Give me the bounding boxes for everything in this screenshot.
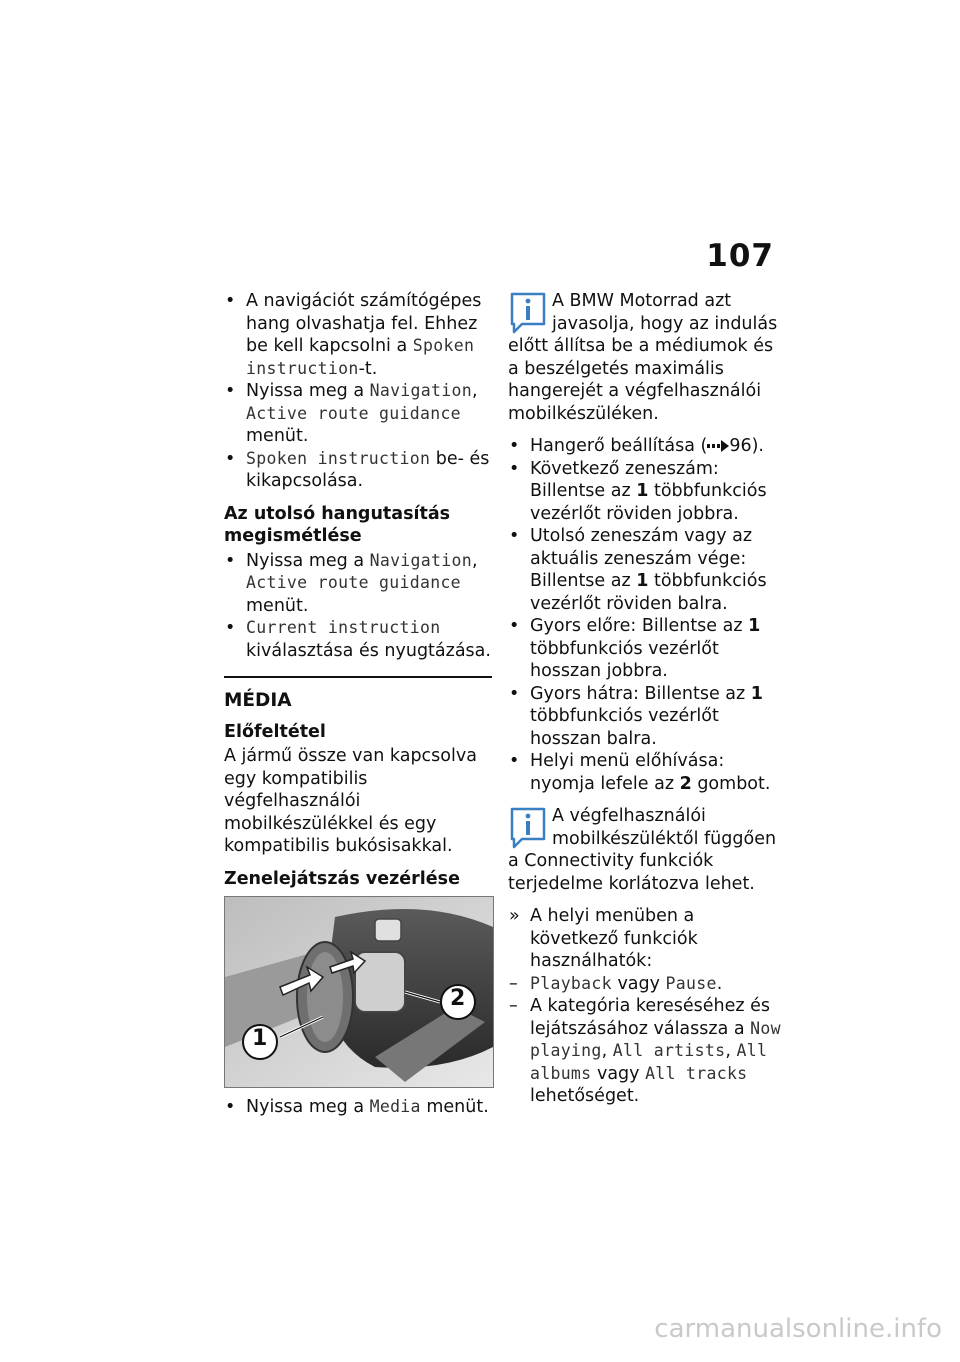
callout-2: 2 [450, 986, 466, 1011]
subheading: Előfeltétel [224, 721, 326, 742]
menu-code: All albums [530, 1041, 768, 1083]
list-item: • Következő zeneszám: Billentse az 1 többfunkciós vezérlőt röviden jobbra. [509, 458, 767, 524]
list-item: • Hangerő beállítása ( 96). [509, 436, 764, 456]
menu-code: Active route guidance [246, 573, 461, 592]
left-column [224, 290, 492, 1119]
list-item: • Nyissa meg a Navigation, Active route guidance menüt. [225, 381, 478, 446]
bullet: • [509, 751, 520, 771]
bullet: • [225, 291, 236, 311]
bullet: • [509, 458, 520, 479]
bullet: • [225, 618, 236, 638]
list-item: • Helyi menü előhívása: nyomja lefele az 2 gombot. [509, 751, 771, 794]
result-marker: » [509, 906, 520, 926]
bullet: • [225, 550, 236, 571]
right-column [508, 290, 784, 1108]
info-note: A BMW Motorrad azt javasolja, hogy az indulás előtt állítsa be a médiumok és a beszélgetés maximális hangerejét a végfelhasználói mobilkészüléken. [508, 291, 778, 424]
chapter-heading: MÉDIA [224, 690, 292, 711]
bullet: • [225, 448, 236, 469]
dash-marker: – [509, 973, 518, 994]
menu-code: Current instruction [246, 618, 441, 637]
list-item: • Nyissa meg a Media menüt. [225, 1097, 489, 1117]
handlebar-controls-figure [224, 896, 494, 1088]
page-number: 107 [706, 238, 774, 274]
result-item: » A helyi menüben a következő funkciók használhatók: [509, 906, 698, 971]
bullet: • [509, 526, 520, 546]
menu-code: Spoken instruction [246, 448, 431, 468]
list-item: • Spoken instruction be- és kikapcsolása. [225, 448, 490, 491]
prerequisite-text: A jármű össze van kapcsolva egy kompatibilis végfelhasználói mobilkészülékkel és egy kompatibilis bukósisakkal. [224, 746, 477, 856]
menu-code: Pause [665, 973, 717, 993]
info-icon [508, 807, 548, 849]
list-item: • Current instruction kiválasztása és nyugtázása. [225, 618, 491, 661]
menu-code: Playback [530, 973, 612, 993]
section-heading: Zenelejátszás vezérlése [224, 868, 460, 889]
list-item: • Nyissa meg a Navigation, Active route guidance menüt. [225, 550, 478, 616]
menu-code: All tracks [645, 1063, 748, 1083]
info-note: A végfelhasználói mobilkészüléktől függően a Connectivity funkciók terjedelme korlátozva lehet. [508, 806, 777, 894]
dash-item: – Playback vagy Pause. [509, 973, 723, 994]
menu-code: Spoken instruction [246, 336, 475, 378]
menu-code: Navigation [369, 550, 472, 570]
menu-code: Active route guidance [246, 403, 461, 423]
dash-marker: – [509, 996, 518, 1016]
menu-code: Now playing [530, 1018, 781, 1060]
section-divider [224, 676, 492, 678]
list-item: • Utolsó zeneszám vagy az aktuális zeneszám vége: Billentse az 1 többfunkciós vezérlőt röviden balra. [509, 526, 767, 614]
page-reference-arrow-icon [707, 440, 729, 452]
menu-code: Navigation [369, 381, 472, 400]
callout-1: 1 [252, 1026, 268, 1051]
bullet: • [509, 616, 520, 636]
menu-code: All artists [612, 1041, 726, 1060]
bullet: • [509, 683, 520, 704]
section-heading: Az utolsó hangutasítás megismétlése [224, 503, 451, 546]
bullet: • [225, 1097, 236, 1117]
info-icon [508, 292, 548, 334]
menu-code: Media [369, 1097, 421, 1116]
list-item: • Gyors előre: Billentse az 1 többfunkciós vezérlőt hosszan jobbra. [509, 616, 761, 681]
list-item: • Gyors hátra: Billentse az 1 többfunkciós vezérlőt hosszan balra. [509, 683, 763, 749]
bullet: • [509, 436, 520, 456]
dash-item: – A kategória kereséséhez és lejátszásához válassza a Now playing, All artists, All albums vagy All tracks lehetőséget. [509, 996, 781, 1106]
bullet: • [225, 381, 236, 401]
list-item: • A navigációt számítógépes hang olvashatja fel. Ehhez be kell kapcsolni a Spoken instruction-t. [225, 291, 482, 379]
watermark: carmanualsonline.info [654, 1314, 942, 1344]
